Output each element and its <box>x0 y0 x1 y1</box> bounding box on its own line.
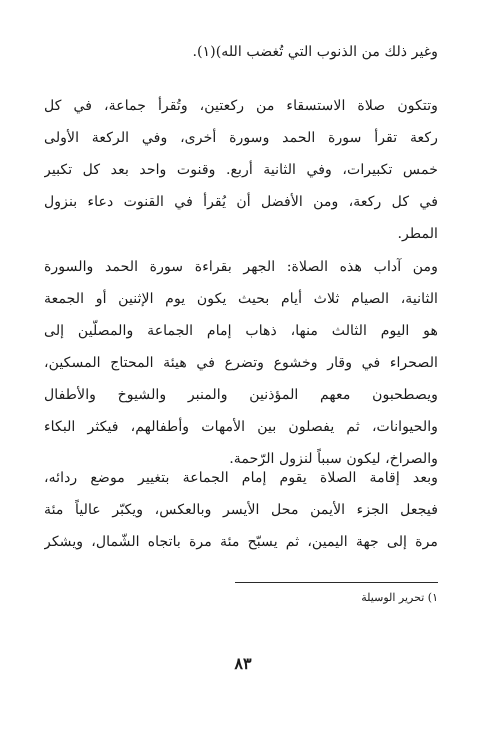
text-line: الثانية، الصيام ثلاث أيام بحيث يكون يوم الإثنين أو الجمعة <box>44 291 438 307</box>
text-line: وغير ذلك من الذنوب التي تُغضب الله)(١). <box>192 44 438 60</box>
text-line: ركعة تقرأ سورة الحمد وسورة أخرى، وفي الركعة الأولى <box>44 130 438 146</box>
text-line: وتتكون صلاة الاستسقاء من ركعتين، وتُقرأ جماعة، في كل <box>44 98 438 114</box>
text-line: والحيوانات، ثم يفصلون بين الأمهات وأطفالهم، فيكثر البكاء <box>44 419 438 435</box>
footnote-divider <box>235 582 438 583</box>
text-line: خمس تكبيرات، وفي الثانية أربع. وقنوت واحد بعد كل تكبير <box>44 162 438 178</box>
text-line: هو اليوم الثالث منها، ذهاب إمام الجماعة والمصلّين إلى <box>44 323 438 339</box>
text-line: فيجعل الجزء الأيمن محل الأيسر وبالعكس، ويكبّر عالياً مئة <box>44 502 438 518</box>
paragraph-3 <box>44 251 438 475</box>
text-line: ويصطحبون معهم المؤذنين والمنبر والشيوخ والأطفال <box>44 387 438 403</box>
text-line: الصحراء في وقار وخشوع وتضرع في هيئة المحتاج المسكين، <box>44 355 438 371</box>
text-line: وبعد إقامة الصلاة يقوم إمام الجماعة بتغيير موضع ردائه، <box>44 470 438 486</box>
footnote: ١) تحرير الوسيلة <box>361 591 438 604</box>
text-line: المطر. <box>397 226 438 242</box>
paragraph-4 <box>44 462 438 558</box>
text-line: والصراخ، ليكون سبباً لنزول الرّحمة. <box>229 451 438 467</box>
paragraph-1 <box>44 36 438 68</box>
page-number: ٨٣ <box>234 654 252 673</box>
text-line: مرة إلى جهة اليمين، ثم يسبّح مئة مرة باتجاه الشّمال، ويشكر <box>44 534 438 550</box>
text-line: ومن آداب هذه الصلاة: الجهر بقراءة سورة الحمد والسورة <box>44 259 438 275</box>
paragraph-2 <box>44 90 438 250</box>
text-line: في كل ركعة، ومن الأفضل أن يُقرأ في القنوت دعاء بنزول <box>44 194 438 210</box>
